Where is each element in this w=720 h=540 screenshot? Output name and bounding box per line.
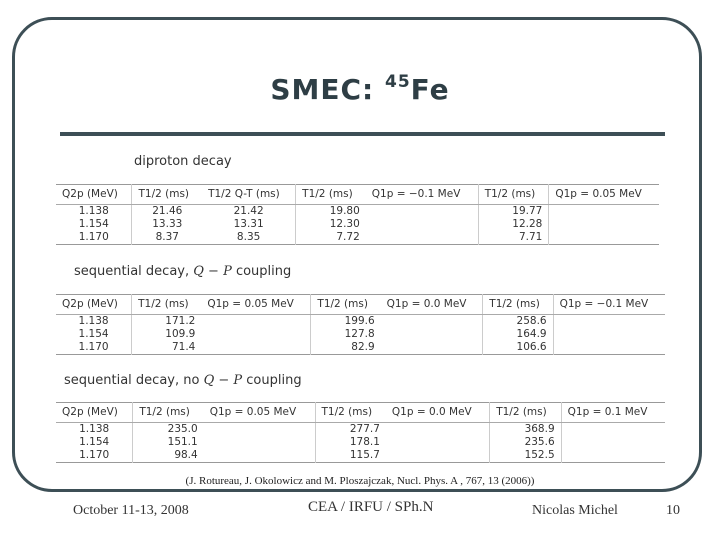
cell: 164.9 bbox=[483, 328, 553, 341]
label-text: sequential decay, bbox=[74, 264, 194, 279]
cell: 1.154 bbox=[78, 218, 109, 230]
col-header: T1/2 (ms) bbox=[296, 185, 366, 205]
col-header: Q2p (MeV) bbox=[56, 403, 133, 423]
cell: 1.154 bbox=[79, 436, 110, 448]
col-header: Q1p = 0.05 MeV bbox=[549, 185, 659, 205]
cell: 12.30 bbox=[296, 218, 366, 231]
cell bbox=[381, 341, 483, 355]
reference-citation: (J. Rotureau, J. Okolowicz and M. Ploszajczak, Nucl. Phys. A , 767, 13 (2006)) bbox=[185, 475, 535, 487]
footer-date: October 11-13, 2008 bbox=[73, 503, 189, 518]
col-header: Q1p = −0.1 MeV bbox=[553, 295, 665, 315]
table-row bbox=[56, 328, 665, 341]
cell: 7.71 bbox=[478, 231, 549, 245]
cell: 19.80 bbox=[296, 205, 366, 219]
col-header: T1/2 (ms) bbox=[132, 295, 202, 315]
table-row bbox=[56, 315, 665, 329]
cell bbox=[549, 231, 659, 245]
page-number: 10 bbox=[666, 503, 680, 518]
section-label-sequential-no-coupling bbox=[64, 373, 302, 388]
cell bbox=[204, 423, 315, 437]
cell: 235.0 bbox=[133, 423, 204, 437]
cell bbox=[204, 436, 315, 449]
col-header: T1/2 (ms) bbox=[132, 185, 202, 205]
table-diproton bbox=[56, 184, 659, 245]
cell: 178.1 bbox=[315, 436, 386, 449]
table-header-row bbox=[56, 403, 665, 423]
cell: 1.154 bbox=[78, 328, 109, 340]
table-row bbox=[56, 341, 665, 355]
col-header: T1/2 (ms) bbox=[315, 403, 386, 423]
col-header: T1/2 (ms) bbox=[133, 403, 204, 423]
table-row bbox=[56, 231, 659, 245]
cell: 106.6 bbox=[483, 341, 553, 355]
cell: 12.28 bbox=[478, 218, 549, 231]
cell bbox=[386, 436, 490, 449]
cell bbox=[381, 328, 483, 341]
cell: 1.138 bbox=[78, 205, 109, 217]
col-header: T1/2 (ms) bbox=[490, 403, 561, 423]
cell bbox=[366, 231, 478, 245]
cell: 1.138 bbox=[78, 315, 109, 327]
col-header: Q2p (MeV) bbox=[56, 185, 132, 205]
cell: 171.2 bbox=[132, 315, 202, 329]
cell bbox=[366, 218, 478, 231]
cell: 152.5 bbox=[490, 449, 561, 463]
cell bbox=[381, 315, 483, 329]
table-row bbox=[56, 436, 665, 449]
cell: 8.35 bbox=[236, 231, 261, 243]
cell bbox=[204, 449, 315, 463]
cell: 82.9 bbox=[311, 341, 381, 355]
cell bbox=[386, 449, 490, 463]
col-header: T1/2 (ms) bbox=[483, 295, 553, 315]
cell bbox=[201, 328, 311, 341]
label-math: Q − P bbox=[203, 373, 243, 388]
cell: 98.4 bbox=[133, 449, 204, 463]
label-text: sequential decay, no bbox=[64, 373, 204, 388]
cell: 8.37 bbox=[132, 231, 202, 245]
col-header: Q1p = 0.1 MeV bbox=[561, 403, 665, 423]
col-header: Q1p = 0.0 MeV bbox=[386, 403, 490, 423]
cell: 1.138 bbox=[79, 423, 110, 435]
label-text: coupling bbox=[242, 373, 302, 388]
cell: 7.72 bbox=[296, 231, 366, 245]
cell: 127.8 bbox=[311, 328, 381, 341]
cell: 1.170 bbox=[78, 341, 109, 353]
table-row bbox=[56, 218, 659, 231]
cell: 19.77 bbox=[478, 205, 549, 219]
cell bbox=[549, 218, 659, 231]
cell bbox=[201, 341, 311, 355]
table-row bbox=[56, 423, 665, 437]
cell bbox=[366, 205, 478, 219]
cell: 151.1 bbox=[133, 436, 204, 449]
cell bbox=[561, 436, 665, 449]
label-math: Q − P bbox=[193, 264, 232, 279]
cell bbox=[561, 449, 665, 463]
table-row bbox=[56, 449, 665, 463]
cell bbox=[553, 341, 665, 355]
cell: 21.46 bbox=[132, 205, 202, 219]
col-header: Q1p = 0.05 MeV bbox=[204, 403, 315, 423]
cell bbox=[549, 205, 659, 219]
label-text: coupling bbox=[231, 264, 292, 279]
cell: 115.7 bbox=[315, 449, 386, 463]
section-label-diproton: diproton decay bbox=[134, 154, 232, 169]
footer-author: Nicolas Michel bbox=[532, 503, 618, 518]
col-header: Q2p (MeV) bbox=[56, 295, 132, 315]
table-row bbox=[56, 205, 659, 219]
title-element: Fe bbox=[410, 73, 450, 106]
cell: 368.9 bbox=[490, 423, 561, 437]
cell: 13.31 bbox=[233, 218, 264, 230]
col-header: T1/2 (ms) bbox=[478, 185, 549, 205]
table-sequential-no-coupling bbox=[56, 402, 665, 463]
cell bbox=[553, 315, 665, 329]
cell bbox=[553, 328, 665, 341]
cell: 71.4 bbox=[132, 341, 202, 355]
cell bbox=[201, 315, 311, 329]
cell: 1.170 bbox=[79, 449, 110, 461]
cell: 21.42 bbox=[233, 205, 264, 217]
col-header: Q1p = 0.0 MeV bbox=[381, 295, 483, 315]
col-header: T1/2 Q-T (ms) bbox=[202, 185, 296, 205]
title-prefix: SMEC: bbox=[270, 73, 385, 106]
cell bbox=[561, 423, 665, 437]
cell: 109.9 bbox=[132, 328, 202, 341]
table-sequential-coupling bbox=[56, 294, 665, 355]
title-mass-number: 45 bbox=[385, 72, 411, 92]
cell: 258.6 bbox=[483, 315, 553, 329]
col-header: T1/2 (ms) bbox=[311, 295, 381, 315]
cell bbox=[386, 423, 490, 437]
cell: 235.6 bbox=[490, 436, 561, 449]
cell: 277.7 bbox=[315, 423, 386, 437]
footer-organization: CEA / IRFU / SPh.N bbox=[308, 499, 434, 515]
slide-title bbox=[0, 72, 720, 106]
cell: 13.33 bbox=[132, 218, 202, 231]
title-underline bbox=[60, 132, 665, 136]
col-header: Q1p = 0.05 MeV bbox=[201, 295, 311, 315]
section-label-sequential-coupling bbox=[74, 264, 291, 279]
cell: 199.6 bbox=[311, 315, 381, 329]
table-header-row bbox=[56, 185, 659, 205]
cell: 1.170 bbox=[78, 231, 109, 243]
table-header-row bbox=[56, 295, 665, 315]
col-header: Q1p = −0.1 MeV bbox=[366, 185, 478, 205]
